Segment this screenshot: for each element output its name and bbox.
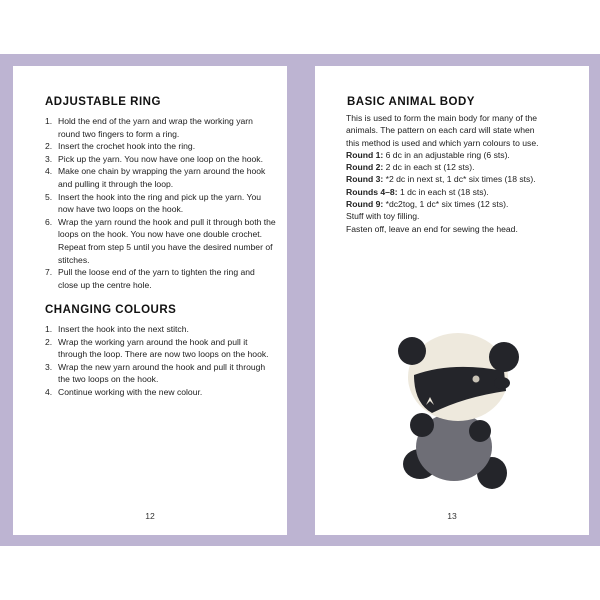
page-number: 12 [145, 511, 155, 521]
list-item: 5. Insert the hook into the ring and pick up the yarn. You now have two loops on the hook. [45, 191, 262, 215]
list-item: 7. Pull the loose end of the yarn to tighten the ring and close up the centre hole. [45, 267, 255, 290]
intro-line: animals. The pattern on each card will state when [346, 125, 535, 136]
badger-nose [494, 377, 510, 389]
left-page [13, 66, 287, 535]
badger-left-arm [410, 413, 434, 437]
closing-line: Stuff with toy filling. [346, 211, 420, 222]
crochet-badger-image [392, 327, 532, 497]
round-line: Round 2: 2 dc in each st (12 sts). [346, 162, 475, 173]
round-line: Round 3: *2 dc in next st, 1 dc* six times (18 sts). [346, 174, 536, 185]
list-item: 3. Pick up the yarn. You now have one loop on the hook. [45, 153, 263, 164]
closing-line: Fasten off, leave an end for sewing the head. [346, 223, 518, 234]
intro-line: this method is used and which yarn colours to use. [346, 137, 539, 148]
round-line: Round 1: 6 dc in an adjustable ring (6 sts). [346, 149, 510, 160]
list-item: 4. Make one chain by wrapping the yarn around the hook and pulling it through the loop. [45, 166, 266, 189]
changing-colours-steps [45, 323, 277, 399]
badger-eye [473, 376, 480, 383]
list-item: 2. Insert the crochet hook into the ring. [45, 141, 196, 152]
round-line: Round 9: *dc2tog, 1 dc* six times (12 sts). [346, 199, 509, 210]
badger-left-ear [398, 337, 426, 365]
list-item: 4. Continue working with the new colour. [45, 386, 203, 397]
basic-animal-body-heading: BASIC ANIMAL BODY [347, 96, 475, 108]
badger-right-ear [489, 342, 519, 372]
changing-colours-heading: CHANGING COLOURS [45, 304, 177, 316]
round-line: Rounds 4–8: 1 dc in each st (18 sts). [346, 186, 489, 197]
list-item: 6. Wrap the yarn round the hook and pull it through both the loops on the hook. You now have one double crochet. Repeat from step 5 until you have the desired number of stitches. [45, 216, 276, 265]
list-item: 2. Wrap the working yarn around the hook and pull it through the loop. There are now two loops on the hook. [45, 336, 269, 360]
list-item: 1. Hold the end of the yarn and wrap the working yarn round two fingers to form a ring. [45, 116, 253, 139]
list-item: 1. Insert the hook into the next stitch. [45, 324, 189, 334]
list-item: 3. Wrap the new yarn around the hook and pull it through the two loops on the hook. [45, 361, 266, 385]
page-number: 13 [447, 511, 457, 521]
badger-right-arm [469, 420, 491, 442]
adjustable-ring-steps [45, 115, 277, 291]
body-text [346, 112, 582, 235]
adjustable-ring-heading: ADJUSTABLE RING [45, 96, 161, 108]
intro-line: This is used to form the main body for many of the [346, 113, 538, 123]
